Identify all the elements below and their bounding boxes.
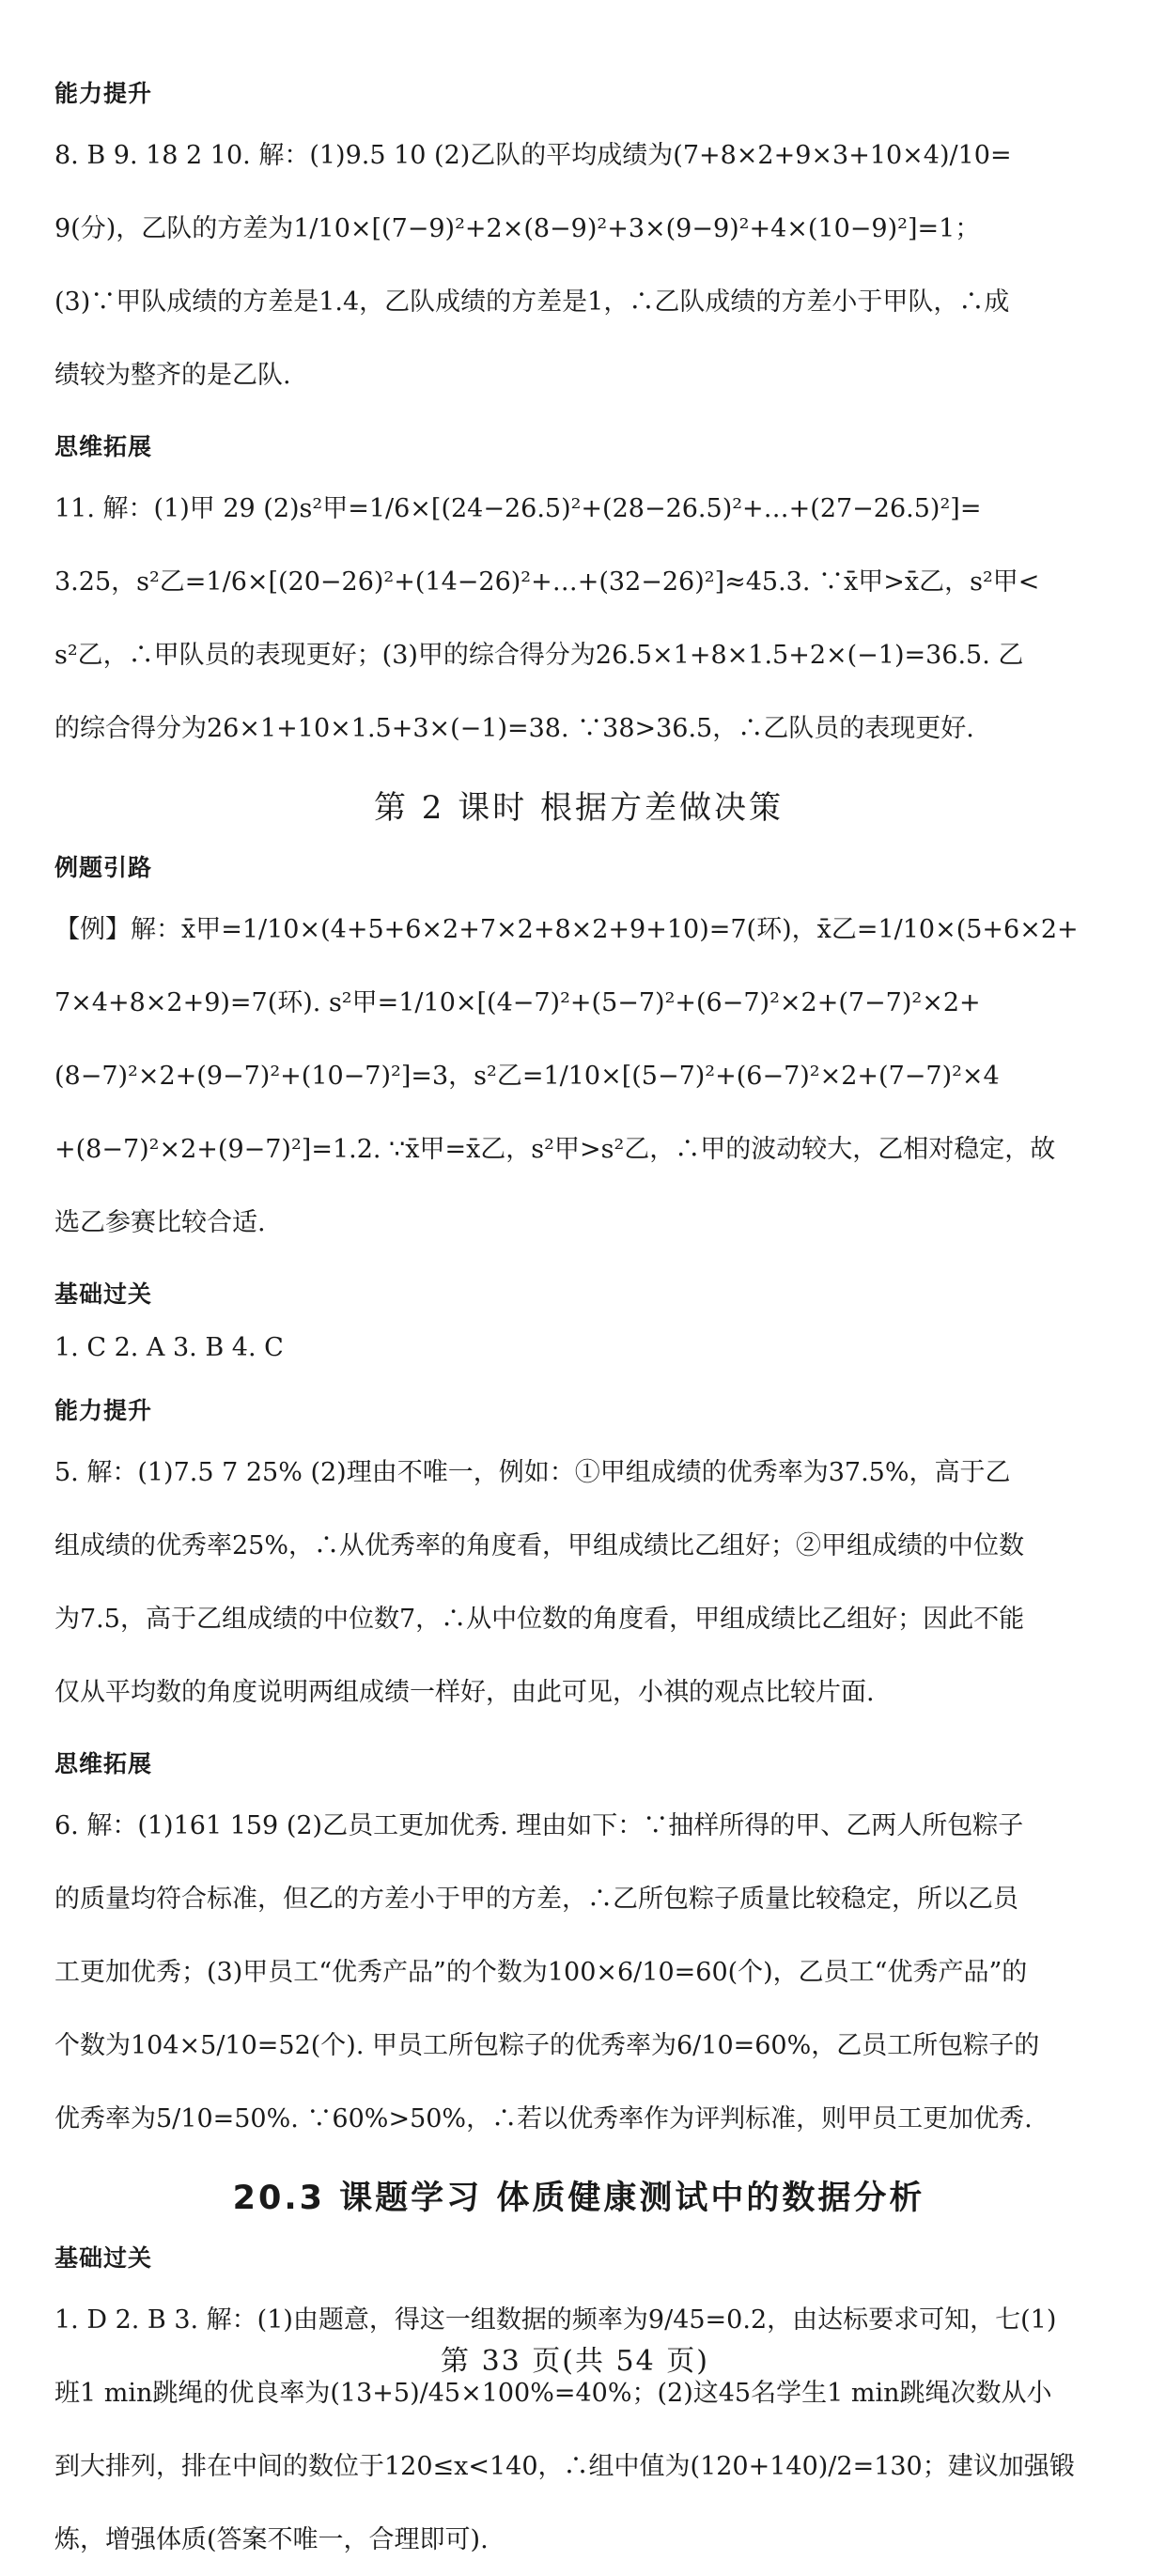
text-line: 5. 解：(1)7.5 7 25% (2)理由不唯一，例如：①甲组成绩的优秀率为37.5%，高于乙 [54,1457,1011,1487]
answer-paragraph [54,892,1103,1259]
section-heading: 例题引路 [54,854,153,881]
section-heading: 基础过关 [54,1280,153,1308]
text-line: (8−7)²×2+(9−7)²+(10−7)²]=3，s²乙=1/10×[(5−7)²+(6−7)²×2+(7−7)²×4 [54,1061,1000,1091]
text-line: 到大排列，排在中间的数位于120≤x<140，∴组中值为(120+140)/2=130；建议加强锻 [54,2451,1075,2481]
answer-paragraph [54,118,1103,411]
text-line: s²乙，∴甲队员的表现更好；(3)甲的综合得分为26.5×1+8×1.5+2×(−1)=36.5. 乙 [54,640,1024,670]
section-heading: 能力提升 [54,1397,153,1424]
text-line: 8. B 9. 18 2 10. 解：(1)9.5 10 (2)乙队的平均成绩为(7+8×2+9×3+10×4)/10= [54,140,1012,170]
text-line: 个数为104×5/10=52(个). 甲员工所包粽子的优秀率为6/10=60%，乙员工所包粽子的 [54,2030,1040,2060]
answer-paragraph [54,1789,1103,2155]
answer-paragraph [54,1319,1103,1375]
text-line: 为7.5，高于乙组成绩的中位数7，∴从中位数的角度看，甲组成绩比乙组好；因此不能 [54,1604,1025,1634]
text-line: 6. 解：(1)161 159 (2)乙员工更加优秀. 理由如下：∵抽样所得的甲、乙两人所包粽子 [54,1810,1024,1840]
text-line: 工更加优秀；(3)甲员工“优秀产品”的个数为100×6/10=60(个)，乙员工“优秀产品”的 [54,1957,1028,1987]
text-line: 炼，增强体质(答案不唯一，合理即可). [54,2524,489,2554]
page-footer: 第 33 页(共 54 页) [441,2345,709,2378]
text-line: 【例】解：x̄甲=1/10×(4+5+6×2+7×2+8×2+9+10)=7(环)，x̄乙=1/10×(5+6×2+ [54,914,1079,944]
text-line: +(8−7)²×2+(9−7)²]=1.2. ∵x̄甲=x̄乙，s²甲>s²乙，∴甲的波动较大，乙相对稳定，故 [54,1134,1056,1164]
text-line: 1. C 2. A 3. B 4. C [54,1332,284,1362]
section-heading: 能力提升 [54,80,153,107]
section-heading: 思维拓展 [54,433,153,460]
text-line: 班1 min跳绳的优良率为(13+5)/45×100%=40%；(2)这45名学生1 min跳绳次数从小 [54,2378,1052,2408]
text-line: 选乙参赛比较合适. [54,1207,266,1237]
answer-paragraph [54,2283,1103,2576]
answer-paragraph [54,472,1103,765]
answer-content [54,75,1103,2576]
answer-paragraph [54,1435,1103,1729]
text-line: 1. D 2. B 3. 解：(1)由题意，得这一组数据的频率为9/45=0.2，由达标要求可知，七(1) [54,2304,1057,2335]
text-line: 11. 解：(1)甲 29 (2)s²甲=1/6×[(24−26.5)²+(28−26.5)²+…+(27−26.5)²]= [54,493,982,523]
text-line: 9(分)，乙队的方差为1/10×[(7−9)²+2×(8−9)²+3×(9−9)²+4×(10−9)²]=1； [54,213,981,243]
text-line: 的综合得分为26×1+10×1.5+3×(−1)=38. ∵38>36.5，∴乙队员的表现更好. [54,713,974,743]
text-line: 仅从平均数的角度说明两组成绩一样好，由此可见，小祺的观点比较片面. [54,1677,875,1707]
text-line: 绩较为整齐的是乙队. [54,360,291,390]
text-line: 的质量均符合标准，但乙的方差小于甲的方差，∴乙所包粽子质量比较稳定，所以乙员 [54,1884,1018,1914]
lesson-title: 第 2 课时 根据方差做决策 [373,789,785,827]
text-line: 7×4+8×2+9)=7(环). s²甲=1/10×[(4−7)²+(5−7)²+(6−7)²×2+(7−7)²×2+ [54,987,981,1017]
section-heading: 思维拓展 [54,1750,153,1777]
text-line: (3)∵甲队成绩的方差是1.4，乙队成绩的方差是1，∴乙队成绩的方差小于甲队，∴成 [54,287,1010,317]
lesson-title: 20.3 课题学习 体质健康测试中的数据分析 [232,2180,925,2217]
text-line: 组成绩的优秀率25%，∴从优秀率的角度看，甲组成绩比乙组好；②甲组成绩的中位数 [54,1530,1025,1560]
section-heading: 基础过关 [54,2244,153,2272]
text-line: 优秀率为5/10=50%. ∵60%>50%，∴若以优秀率作为评判标准，则甲员工更加优秀. [54,2103,1033,2134]
text-line: 3.25，s²乙=1/6×[(20−26)²+(14−26)²+…+(32−26)²]≈45.3. ∵x̄甲>x̄乙，s²甲< [54,566,1040,597]
